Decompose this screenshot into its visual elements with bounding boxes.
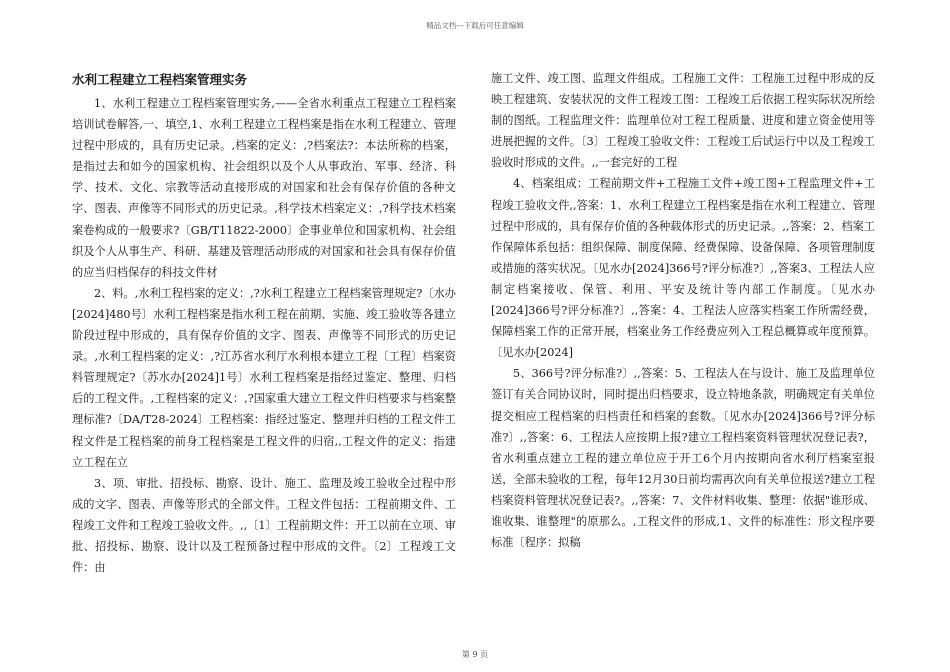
- paragraph: 2、料。,水利工程档案的定义：,?水利工程建立工程档案管理规定?〔水办[2024]480号〕水利工程档案是指水利工程在前期、实施、竣工验收等各建立阶段过程中形成的，具有保存价值的文字、图表、声像等不同形式的历史记录。,水利工程档案的定义：,?江苏省水利厅水利根本建立工程〔工程〕档案资料管理规定?〔苏水办[2024]1号〕水利工程档案是指经过鉴定、整理、归档后的工程文件。,工程档案的定义：,?国家重大建立工程文件归档要求与档案整理标准?〔DA/T28-2024〕工程档案：指经过鉴定、整理并归档的工程文件工程文件是工程档案的前身工程档案是工程文件的归宿,,工程文件的定义：指建立工程在立: [72, 286, 456, 469]
- paragraph: 4、档案组成：工程前期文件+工程施工文件+竣工图+工程监理文件+工程竣工验收文件,,答案：1、水利工程建立工程档案是指在水利工程建立、管理过程中形成的，具有保存价值的各种载体形式的历史记录。,,答案：2、档案工作保障体系包括：组织保障、制度保障、经费保障、设备保障、各项管理制度或措施的落实状况。〔见水办[2024]366号?评分标准?〕,,答案3、工程法人应制定档案接收、保管、利用、平安及统计等内部工作制度。〔见水办[2024]366号?评分标准?〕,,答案：4、工程法人应落实档案工作所需经费，保障档案工作的正常开展，档案业务工作经费应列入工程总概算或年度预算。〔见水办[2024]: [491, 177, 875, 360]
- paragraph: 施工文件、竣工图、监理文件组成。工程施工文件：工程施工过程中形成的反映工程建筑、安装状况的文件工程竣工图：工程竣工后依据工程实际状况所绘制的图纸。工程监理文件：监理单位对工程工程质量、进度和建立资金使用等进展把握的文件。〔3〕工程竣工验收文件：工程竣工后试运行中以及工程竣工验收时形成的文件。,,一套完好的工程: [491, 72, 875, 170]
- page-number: 第 9 页: [461, 650, 489, 659]
- left-column: [72, 70, 456, 578]
- page-header: 精品文档---下载后可任意编辑: [426, 21, 524, 30]
- paragraph: 5、366号?评分标准?〕,,答案：5、工程法人在与设计、施工及监理单位签订有关合同协议时，同时提出归档要求，设立特地条款，明确规定有关单位提交相应工程档案的归档责任和档案的套数。〔见水办[2024]366号?评分标准?〕,,答案：6、工程法人应按期上报?建立工程档案资料管理状况登记表?，省水利重点建立工程的建立单位应于开工6个月内按期向省水利厅档案室报送，全部未验收的工程，每年12月30日前均需再次向有关单位报送?建立工程档案资料管理状况登记表?。,,答案：7、文件材料收集、整理：依据"谁形成、谁收集、谁整理"的原那么。,工程文件的形成,1、文件的标准性：形文程序要标准〔程序：拟稿: [491, 367, 875, 550]
- document-title: 水利工程建立工程档案管理实务: [72, 72, 248, 87]
- paragraph: 1、水利工程建立工程档案管理实务,——全省水利重点工程建立工程档案培训试卷解答,一、填空,1、水利工程建立工程档案是指在水利工程建立、管理过程中形成的，具有历史记录。,档案的定义：,?档案法?：本法所称的档案，是指过去和如今的国家机构、社会组织以及个人从事政治、军事、经济、科学、技术、文化、宗教等活动直接形成的对国家和社会有保存价值的各种文字、图表、声像等不同形式的历史记录。,科学技术档案定义：,?科学技术档案案卷构成的一般要求?〔GB/T11822-2000〕企事业单位和国家机构、社会组织及个人从事生产、科研、基建及管理活动形成的对国家和社会具有保存价值的应当归档保存的科技文件材: [72, 97, 456, 279]
- paragraph: 3、项、审批、招投标、勘察、设计、施工、监理及竣工验收全过程中形成的文字、图表、声像等形式的全部文件。工程文件包括：工程前期文件、工程竣工文件和工程竣工验收文件。,,〔1〕工程前期文件：开工以前在立项、审批、招投标、勘察、设计以及工程预备过程中形成的文件。〔2〕工程竣工文件：由: [72, 476, 456, 575]
- right-column: [491, 68, 875, 553]
